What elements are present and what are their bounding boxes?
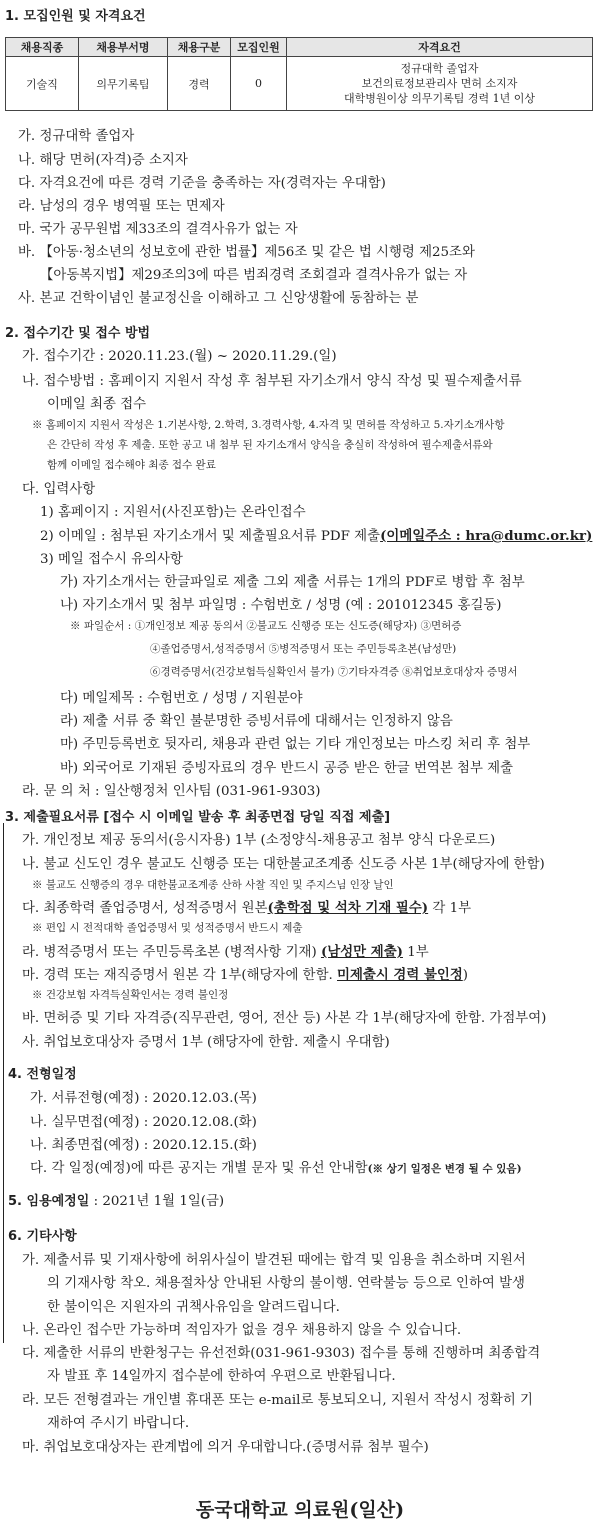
- appointment-date: [8, 1190, 224, 1209]
- doc-text: ): [462, 968, 468, 983]
- appointment-date-value: : 2021년 1월 1일(금): [89, 1194, 225, 1209]
- schedule-item: 나. 최종면접(예정) : 2020.12.15.(화): [30, 1138, 257, 1153]
- contact: 라. 문 의 처 : 일산행정처 인사팀 (031-961-9303): [22, 784, 321, 799]
- table-cell-qualifications: [287, 57, 593, 111]
- input-heading: 다. 입력사항: [22, 482, 96, 497]
- list-item: 마. 국가 공무원법 제33조의 결격사유가 없는 자: [18, 222, 298, 237]
- doc-text: 1부: [402, 945, 429, 960]
- doc-item: 가. 개인정보 제공 동의서(응시자용) 1부 (소정양식-채용공고 첨부 양식 다운로드): [22, 833, 496, 848]
- note: 함께 이메일 접수해야 최종 접수 완료: [47, 459, 216, 471]
- schedule-item: 가. 서류전형(예정) : 2020.12.03.(목): [30, 1091, 257, 1106]
- list-item: 가. 정규대학 졸업자: [18, 129, 135, 144]
- qual-line: 정규대학 졸업자: [400, 62, 479, 75]
- doc-note: ※ 건강보험 자격득실확인서는 경력 불인정: [32, 989, 229, 1001]
- mail-note: 다) 메일제목 : 수험번호 / 성명 / 지원분야: [60, 691, 303, 706]
- file-order: ④졸업증명서,성적증명서 ⑤병적증명서 또는 주민등록초본(남성만): [150, 643, 457, 655]
- doc-text: 다. 최종학력 졸업증명서, 성적증명서 원본: [22, 901, 268, 916]
- list-item: 바. 【아동·청소년의 성보호에 관한 법률】제56조 및 같은 법 시행령 제25조와: [18, 245, 475, 260]
- footer-signature: 동국대학교 의료원(일산): [195, 1499, 405, 1521]
- list-item: 라. 남성의 경우 병역필 또는 면제자: [18, 199, 225, 214]
- file-order: ⑥경력증명서(건강보험득실확인서 불가) ⑦기타자격증 ⑧취업보호대상자 증명서: [150, 666, 518, 678]
- doc-text: 마. 경력 또는 재직증명서 원본 각 1부(해당자에 한함.: [22, 968, 338, 983]
- section-4-title: 4. 전형일정: [8, 1067, 77, 1082]
- doc-emphasis: 미제출시 경력 불인정: [337, 967, 463, 983]
- email-text: 2) 이메일 : 첨부된 자기소개서 및 제출필요서류 PDF 제출: [40, 529, 381, 544]
- period: 가. 접수기간 : 2020.11.23.(월) ~ 2020.11.29.(일): [22, 349, 337, 364]
- mail-note: 나) 자기소개서 및 첨부 파일명 : 수험번호 / 성명 (예 : 201012345 홍길동): [60, 598, 502, 613]
- misc-line: 의 기재사항 착오. 채용절차상 안내된 사항의 불이행. 연락불능 등으로 인하여 발생: [47, 1276, 525, 1291]
- doc-text: 라. 병적증명서 또는 주민등록초본 (병적사항 기재): [22, 945, 321, 960]
- section-2-title: 2. 접수기간 및 접수 방법: [5, 326, 151, 341]
- table-header: 채용직종: [6, 38, 79, 57]
- schedule-text: 다. 각 일정(예정)에 따른 공지는 개별 문자 및 유선 안내함: [30, 1161, 368, 1176]
- doc-item: 나. 불교 신도인 경우 불교도 신행증 또는 대한불교조계종 신도증 사본 1부(해당자에 한함): [22, 857, 545, 872]
- section-6-title: 6. 기타사항: [8, 1229, 77, 1244]
- doc-emphasis: (총학점 및 석차 기재 필수): [267, 900, 429, 916]
- misc-line: 가. 제출서류 및 기재사항에 허위사실이 발견된 때에는 합격 및 임용을 취소하며 지원서: [22, 1253, 526, 1268]
- misc-line: 자 발표 후 14일까지 접수분에 한하여 우편으로 반환됩니다.: [47, 1369, 396, 1384]
- mail-note: 마) 주민등록번호 뒷자리, 채용과 관련 없는 기타 개인정보는 마스킹 처리 후 첨부: [60, 737, 531, 752]
- schedule-warning: (※ 상기 일정은 변경 될 수 있음): [367, 1163, 522, 1175]
- list-item: 나. 해당 면허(자격)증 소지자: [18, 153, 188, 168]
- doc-emphasis: (남성만 제출): [320, 944, 403, 960]
- qualification-table: [5, 37, 593, 111]
- table-cell: 의무기록팀: [79, 57, 168, 111]
- input-item: [40, 525, 592, 544]
- doc-item: 사. 취업보호대상자 증명서 1부 (해당자에 한함. 제출시 우대함): [22, 1035, 390, 1050]
- table-header: 채용구분: [168, 38, 231, 57]
- method-line: 이메일 최종 접수: [47, 397, 147, 412]
- left-rule: [3, 823, 4, 1343]
- misc-line: 한 불이익은 지원자의 귀책사유임을 알려드립니다.: [47, 1300, 340, 1315]
- list-item: 다. 자격요건에 따른 경력 기준을 충족하는 자(경력자는 우대함): [18, 176, 386, 191]
- misc-line: 라. 모든 전형결과는 개인별 휴대폰 또는 e-mail로 통보되오니, 지원서 작성시 정확히 기: [22, 1393, 533, 1408]
- doc-note: ※ 편입 시 전적대학 졸업증명서 및 성적증명서 반드시 제출: [32, 922, 303, 934]
- mail-note: 바) 외국어로 기재된 증빙자료의 경우 반드시 공증 받은 한글 번역본 첨부 제출: [60, 761, 514, 776]
- section-3-title: 3. 제출필요서류 [접수 시 이메일 발송 후 최종면접 당일 직접 제출]: [5, 810, 391, 825]
- list-item: 【아동복지법】제29조의3에 따른 범죄경력 조회결과 결격사유가 없는 자: [40, 268, 468, 283]
- misc-line: 재하여 주시기 바랍니다.: [47, 1416, 190, 1431]
- doc-note: ※ 불교도 신행증의 경우 대한불교조계종 산하 사찰 직인 및 주지스님 인장 날인: [32, 879, 394, 891]
- mail-note: 라) 제출 서류 중 확인 불분명한 증빙서류에 대해서는 인정하지 않음: [60, 714, 453, 729]
- section-1-title: 1. 모집인원 및 자격요건: [5, 9, 146, 24]
- section-5-title: 5. 임용예정일: [8, 1194, 90, 1209]
- table-header: 자격요건: [287, 38, 593, 57]
- note: 은 간단히 작성 후 제출. 또한 공고 내 첨부 된 자기소개서 양식을 충실히 작성하여 필수제출서류와: [47, 439, 493, 451]
- doc-text: 각 1부: [428, 901, 472, 916]
- qual-line: 보건의료정보관리사 면허 소지자: [361, 77, 518, 90]
- method-line: 나. 접수방법 : 홈페이지 지원서 작성 후 첨부된 자기소개서 양식 작성 및 필수제출서류: [22, 374, 522, 389]
- file-order: ※ 파일순서 : ①개인정보 제공 동의서 ②불교도 신행증 또는 신도증(해당자) ③면허증: [70, 620, 462, 632]
- qual-line: 대학병원이상 의무기록팀 경력 1년 이상: [344, 92, 535, 105]
- list-item: 사. 본교 건학이념인 불교정신을 이해하고 그 신앙생활에 동참하는 분: [18, 291, 419, 306]
- email-address-link[interactable]: (이메일주소 : hra@dumc.or.kr): [380, 528, 593, 544]
- misc-line: 다. 제출한 서류의 반환청구는 유선전화(031-961-9303) 접수를 통해 진행하며 최종합격: [22, 1346, 541, 1361]
- input-item: 3) 메일 접수시 유의사항: [40, 552, 183, 567]
- mail-note: 가) 자기소개서는 한글파일로 제출 그외 제출 서류는 1개의 PDF로 병합 후 첨부: [60, 575, 525, 590]
- schedule-item: [30, 1157, 522, 1176]
- schedule-item: 나. 실무면접(예정) : 2020.12.08.(화): [30, 1115, 257, 1130]
- input-item: 1) 홈페이지 : 지원서(사진포함)는 온라인접수: [40, 505, 306, 520]
- doc-item: [22, 897, 471, 916]
- doc-item: [22, 941, 429, 960]
- table-cell: 0: [231, 57, 287, 111]
- note: ※ 홈페이지 지원서 작성은 1.기본사항, 2.학력, 3.경력사항, 4.자격 및 면허를 작성하고 5.자기소개사항: [32, 419, 505, 431]
- table-cell: 경력: [168, 57, 231, 111]
- doc-item: [22, 964, 468, 983]
- misc-line: 나. 온라인 접수만 가능하며 적임자가 없을 경우 채용하지 않을 수 있습니다.: [22, 1323, 462, 1338]
- table-header: 모집인원: [231, 38, 287, 57]
- misc-line: 마. 취업보호대상자는 관계법에 의거 우대합니다.(증명서류 첨부 필수): [22, 1440, 429, 1455]
- doc-item: 바. 면허증 및 기타 자격증(직무관련, 영어, 전산 등) 사본 각 1부(해당자에 한함. 가점부여): [22, 1011, 547, 1026]
- table-header: 채용부서명: [79, 38, 168, 57]
- table-cell: 기술직: [6, 57, 79, 111]
